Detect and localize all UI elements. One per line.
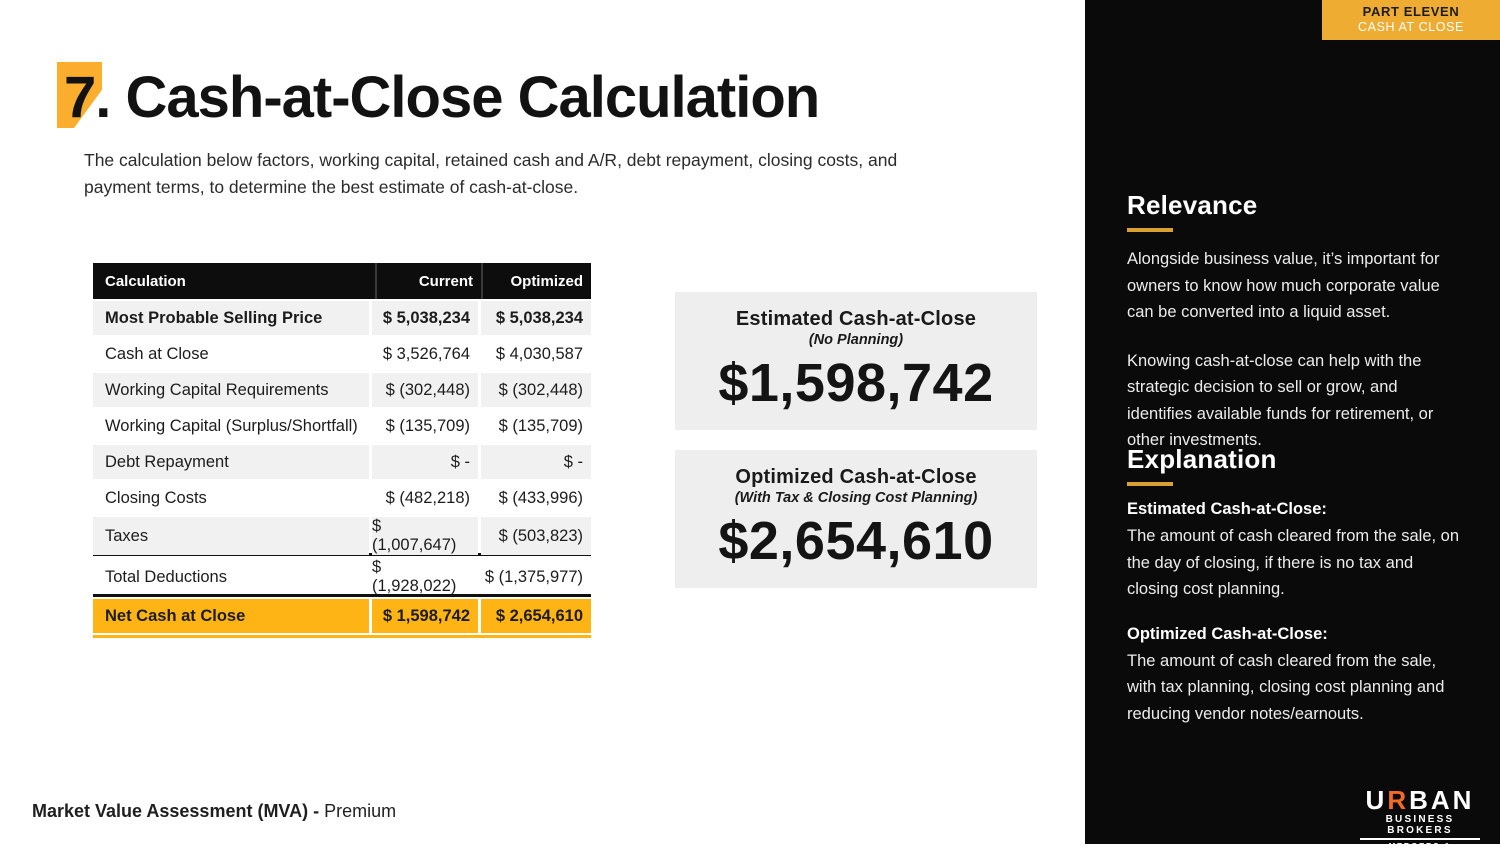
cell-current: $ (1,928,022)	[372, 558, 457, 595]
explanation-item-label: Estimated Cash-at-Close:	[1127, 500, 1327, 518]
footer-label	[32, 801, 396, 822]
cell-current: $ (135,709)	[385, 416, 470, 435]
estimated-cash-amount: $1,598,742	[718, 353, 994, 413]
table-row	[93, 445, 591, 479]
footer-report-name: Market Value Assessment (MVA) -	[32, 801, 320, 821]
optimized-cash-amount: $2,654,610	[718, 511, 994, 571]
cell-optimized: $ (135,709)	[498, 416, 583, 435]
table-row	[93, 517, 591, 554]
page-title: 7. Cash-at-Close Calculation	[64, 65, 820, 130]
table-bottom-gold-rule	[93, 635, 591, 638]
relevance-paragraph: Knowing cash-at-close can help with the strategic decision to sell or grow, and identifies available funds for retirement, or other investments.	[1127, 351, 1434, 449]
table-row	[93, 409, 591, 443]
logo-letters-ban: BAN	[1409, 785, 1475, 815]
cell-optimized: $ (302,448)	[481, 373, 591, 407]
calculation-table	[93, 263, 591, 638]
cell-label: Cash at Close	[105, 344, 209, 363]
explanation-item-text: The amount of cash cleared from the sale, with tax planning, closing cost planning and reducing vendor notes/earnouts.	[1127, 651, 1445, 723]
cell-current: $ (302,448)	[372, 373, 478, 407]
footer-tier: Premium	[324, 801, 397, 821]
badge-section-label: CASH AT CLOSE	[1358, 20, 1464, 35]
cell-optimized: $ -	[481, 445, 591, 479]
logo-mergers-acquisitions: MERGERS & ACQUISITIONS	[1360, 838, 1480, 860]
header-current: Current	[375, 263, 481, 299]
estimated-cash-box	[675, 292, 1037, 430]
cell-current: $ 1,598,742	[372, 599, 478, 633]
badge-part-label: PART ELEVEN	[1362, 4, 1460, 20]
cell-current: $ 5,038,234	[372, 301, 478, 335]
cell-label: Working Capital Requirements	[93, 373, 369, 407]
estimated-cash-subtitle: (No Planning)	[808, 332, 904, 348]
logo-letter-u: U	[1365, 785, 1388, 815]
table-row	[93, 373, 591, 407]
cell-current: $ 3,526,764	[382, 344, 470, 363]
cell-label: Debt Repayment	[93, 445, 369, 479]
optimized-cash-title: Optimized Cash-at-Close	[735, 466, 977, 488]
explanation-heading: Explanation	[1127, 444, 1277, 474]
cell-label: Working Capital (Surplus/Shortfall)	[105, 416, 358, 435]
table-row	[93, 481, 591, 515]
estimated-cash-title: Estimated Cash-at-Close	[735, 308, 977, 330]
cell-optimized: $ 4,030,587	[495, 344, 583, 363]
explanation-item	[1127, 625, 1463, 728]
explanation-section	[1127, 444, 1467, 749]
logo-business-brokers: BUSINESS BROKERS	[1385, 814, 1455, 836]
cell-optimized: $ (433,996)	[498, 488, 583, 507]
table-row	[93, 337, 591, 371]
cell-label: Most Probable Selling Price	[93, 301, 369, 335]
page-subtitle: The calculation below factors, working capital, retained cash and A/R, debt repayment, closing costs, and payment terms, to determine the best estimate of cash-at-close.	[84, 150, 898, 197]
relevance-heading: Relevance	[1127, 190, 1258, 220]
explanation-item	[1127, 500, 1463, 603]
calc-table-rows	[93, 301, 591, 633]
cell-optimized: $ 2,654,610	[481, 599, 591, 633]
relevance-paragraph: Alongside business value, it’s important for owners to know how much corporate value can be converted into a liquid asset.	[1127, 250, 1440, 321]
logo-wordmark	[1360, 787, 1480, 813]
cell-label: Total Deductions	[105, 567, 227, 586]
cell-current: $ (482,218)	[385, 488, 470, 507]
logo-letter-r: R	[1387, 785, 1410, 815]
table-row	[93, 301, 591, 335]
header-optimized: Optimized	[481, 263, 591, 299]
urban-brokers-logo	[1360, 787, 1480, 860]
cell-label: Closing Costs	[105, 488, 207, 507]
cell-label: Taxes	[93, 517, 369, 555]
cell-optimized: $ 5,038,234	[481, 301, 591, 335]
optimized-cash-box	[675, 450, 1037, 588]
cell-optimized: $ (1,375,977)	[484, 567, 583, 586]
explanation-item-label: Optimized Cash-at-Close:	[1127, 624, 1328, 643]
gold-underline	[1127, 228, 1173, 232]
table-row	[93, 558, 591, 595]
optimized-cash-subtitle: (With Tax & Closing Cost Planning)	[734, 490, 978, 506]
cell-current: $ -	[372, 445, 478, 479]
cell-current: $ (1,007,647)	[372, 517, 478, 555]
header-calculation: Calculation	[105, 272, 186, 290]
table-header-row	[93, 263, 591, 299]
cell-label: Net Cash at Close	[93, 599, 369, 633]
explanation-item-text: The amount of cash cleared from the sale, on the day of closing, if there is no tax and closing cost planning.	[1127, 527, 1460, 598]
part-badge	[1322, 0, 1500, 40]
table-row	[93, 599, 591, 633]
gold-underline	[1127, 482, 1173, 486]
relevance-section	[1127, 190, 1467, 476]
cell-optimized: $ (503,823)	[481, 517, 591, 555]
